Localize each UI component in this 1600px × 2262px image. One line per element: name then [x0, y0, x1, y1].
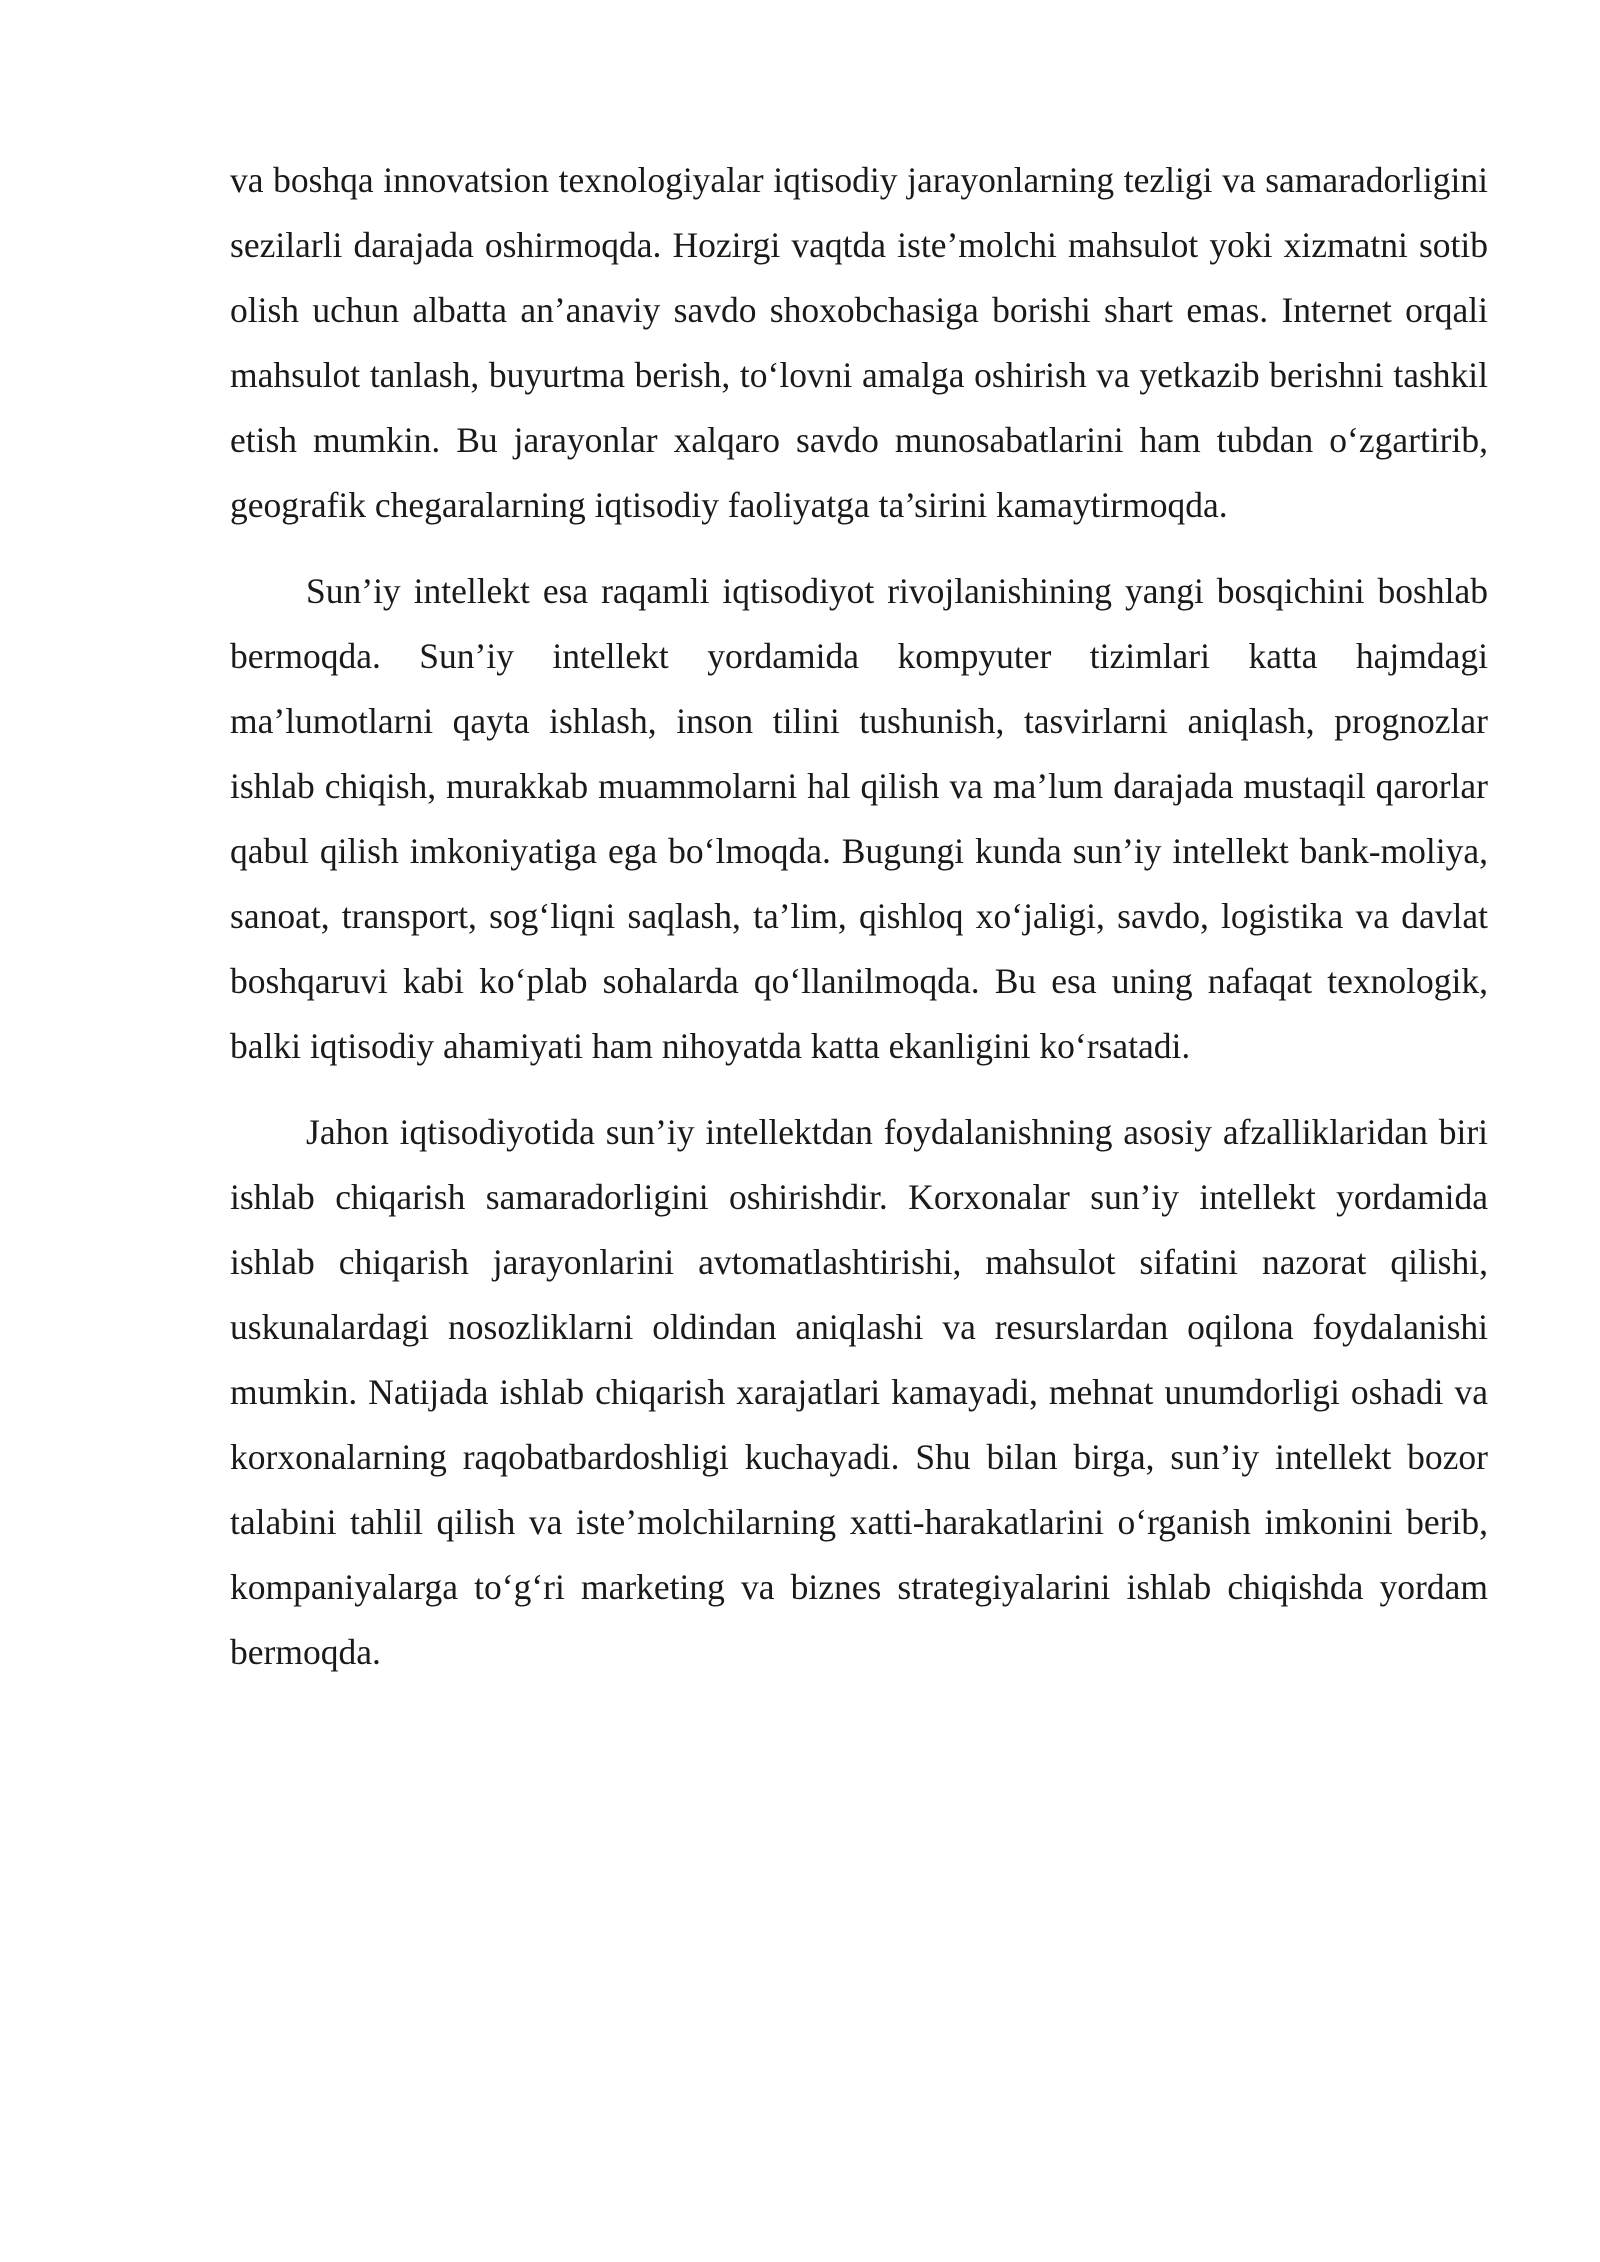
document-body — [230, 148, 1488, 1706]
paragraph-ai-advantages: Jahon iqtisodiyotida sun’iy intellektdan foydalanishning asosiy afzalliklaridan biri ishlab chiqarish samaradorligini oshirishdir. Korxonalar sun’iy intellekt yordamida ishlab chiqarish jarayonlarini avtomatlashtirishi, mahsulot sifatini nazorat qilishi, uskunalardagi nosozliklarni oldindan aniqlashi va resurslardan oqilona foydalanishi mumkin. Natijada ishlab chiqarish xarajatlari kamayadi, mehnat unumdorligi oshadi va korxonalarning raqobatbardoshligi kuchayadi. Shu bilan birga, sun’iy intellekt bozor talabini tahlil qilish va iste’molchilarning xatti-harakatlarini o‘rganish imkonini berib, kompaniyalarga to‘g‘ri marketing va biznes strategiyalarini ishlab chiqishda yordam bermoqda. — [230, 1112, 1488, 1672]
paragraph-artificial-intelligence: Sun’iy intellekt esa raqamli iqtisodiyot rivojlanishining yangi bosqichini boshlab bermoqda. Sun’iy intellekt yordamida kompyuter tizimlari katta hajmdagi ma’lumotlarni qayta ishlash, inson tilini tushunish, tasvirlarni aniqlash, prognozlar ishlab chiqish, murakkab muammolarni hal qilish va ma’lum darajada mustaqil qarorlar qabul qilish imkoniyatiga ega bo‘lmoqda. Bugungi kunda sun’iy intellekt bank-moliya, sanoat, transport, sog‘liqni saqlash, ta’lim, qishloq xo‘jaligi, savdo, logistika va davlat boshqaruvi kabi ko‘plab sohalarda qo‘llanilmoqda. Bu esa uning nafaqat texnologik, balki iqtisodiy ahamiyati ham nihoyatda katta ekanligini ko‘rsatadi. — [230, 571, 1488, 1066]
paragraph-continuation: va boshqa innovatsion texnologiyalar iqtisodiy jarayonlarning tezligi va samaradorligini sezilarli darajada oshirmoqda. Hozirgi vaqtda iste’molchi mahsulot yoki xizmatni sotib olish uchun albatta an’anaviy savdo shoxobchasiga borishi shart emas. Internet orqali mahsulot tanlash, buyurtma berish, to‘lovni amalga oshirish va yetkazib berishni tashkil etish mumkin. Bu jarayonlar xalqaro savdo munosabatlarini ham tubdan o‘zgartirib, geografik chegaralarning iqtisodiy faoliyatga ta’sirini kamaytirmoqda. — [230, 160, 1488, 525]
